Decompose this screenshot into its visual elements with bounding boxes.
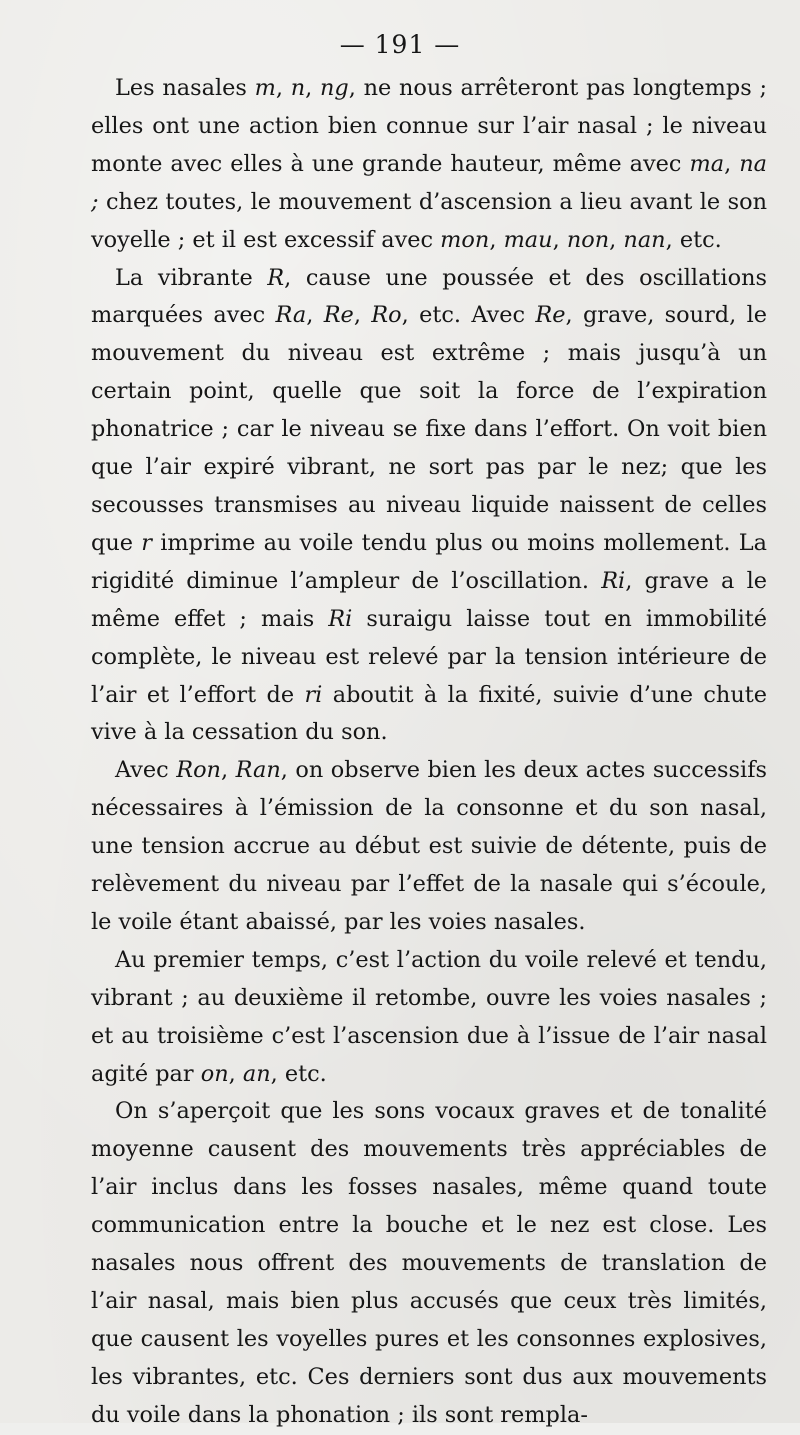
paragraph: Au premier temps, c’est l’action du voile relevé et tendu, vibrant ; au deuxième il retombe, ouvre les voies nasales ; et au troisième c’est l’ascension due à l’issue de l’air nasal agité par on, an, etc. [91,946,767,1087]
italic-term: ma [689,150,725,177]
italic-term: Ri [328,605,353,632]
italic-term: non [566,226,610,253]
paragraph: Avec Ron, Ran, on observe bien les deux actes successifs nécessaires à l’émission de la consonne et du son nasal, une tension accrue au début est suivie de détente, puis de relèvement du niveau par l’effet de la nasale qui s’écoule, le voile étant abaissé, par les voies nasales. [91,757,767,935]
italic-term: an [242,1060,271,1087]
italic-term: R [267,264,285,291]
paragraph: Les nasales m, n, ng, ne nous arrêteront pas longtemps ; elles ont une action bien connue sur l’air nasal ; le niveau monte avec elles à une grande hauteur, même avec ma, na ; chez toutes, le mouvement d’ascension a lieu avant le son voyelle ; et il est excessif avec mon, mau, non, nan, etc. [91,75,767,253]
italic-term: Ra [275,302,307,329]
italic-term: Re [535,302,566,329]
paragraph: On s’aperçoit que les sons vocaux graves et de tonalité moyenne causent des mouvements très appréciables de l’air inclus dans les fosses nasales, même quand toute communication entre la bouche et le nez est close. Les nasales nous offrent des mouvements de translation de l’air nasal, mais bien plus accusés que ceux très limités, que causent les voyelles pures et les consonnes explosives, les vibrantes, etc. Ces derniers sont dus aux mouvements du voile dans la phonation ; ils sont rempla- [91,1098,767,1428]
italic-term: on [200,1060,229,1087]
italic-term: Ron [176,757,221,784]
body-text [91,70,767,1435]
italic-term: mau [503,226,553,253]
italic-term: r [141,529,152,556]
italic-term: Re [323,302,354,329]
paragraph: La vibrante R, cause une poussée et des oscillations marquées avec Ra, Re, Ro, etc. Avec Re, grave, sourd, le mouvement du niveau est extrême ; mais jusqu’à un certain point, quelle que soit la force de l’expiration phonatrice ; car le niveau se fixe dans l’effort. On voit bien que l’air expiré vibrant, ne sort pas par le nez; que les secousses transmises au niveau liquide naissent de celles que r imprime au voile tendu plus ou moins mollement. La rigidité diminue l’ampleur de l’oscillation. Ri, grave a le même effet ; mais Ri suraigu laisse tout en immobilité complète, le niveau est relevé par la tension intérieure de l’air et l’effort de ri aboutit à la fixité, suivie d’une chute vive à la cessation du son. [91,264,767,746]
italic-term: n [290,75,306,101]
italic-term: Ro [371,302,402,329]
italic-term: Ran [235,757,281,784]
italic-term: na ; [91,150,767,215]
page-number: — 191 — [339,30,461,59]
italic-term: mon [440,226,490,253]
italic-term: nan [623,226,666,253]
italic-term: ri [304,681,323,708]
italic-term: Ri [601,567,626,594]
italic-term: ng [319,75,349,101]
italic-term: m [254,75,276,101]
